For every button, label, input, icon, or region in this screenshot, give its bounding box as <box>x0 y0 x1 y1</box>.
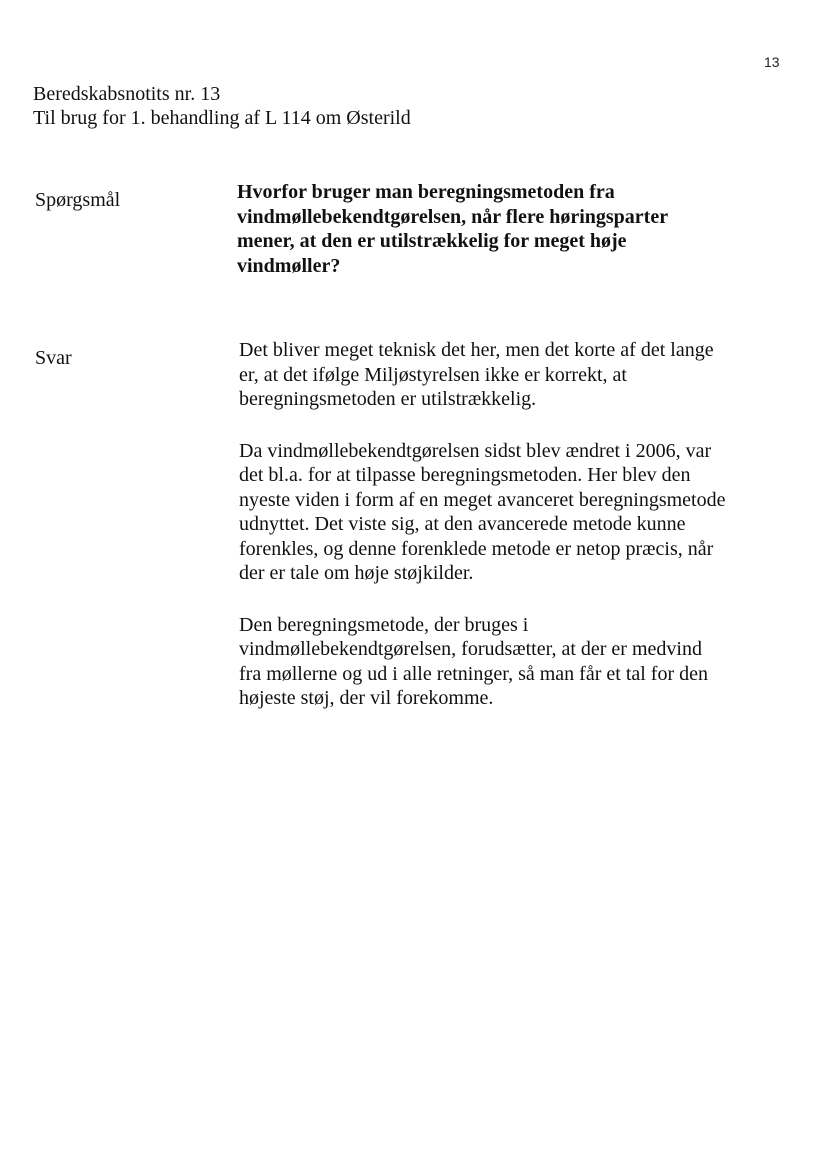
document-header <box>33 82 411 130</box>
answer-paragraph: Det bliver meget teknisk det her, men det korte af det lange er, at det ifølge Miljøstyrelsen ikke er korrekt, at beregningsmetoden er utilstrækkelig. <box>239 339 714 410</box>
header-subtitle: Til brug for 1. behandling af L 114 om Østerild <box>33 107 411 129</box>
answer-paragraph: Den beregningsmetode, der bruges i vindmøllebekendtgørelsen, forudsætter, at der er medvind fra møllerne og ud i alle retninger, så man får et tal for den højeste støj, der vil forekomme. <box>239 613 709 709</box>
answer-paragraph: Da vindmøllebekendtgørelsen sidst blev ændret i 2006, var det bl.a. for at tilpasse beregningsmetoden. Her blev den nyeste viden i form af en meget avanceret beregningsmetode udnyttet. Det viste sig, at den avancerede metode kunne forenkles, og denne forenklede metode er netop præcis, når der er tale om høje støjkilder. <box>239 439 726 584</box>
header-title: Beredskabsnotits nr. 13 <box>33 83 221 105</box>
question-label: Spørgsmål <box>35 189 121 211</box>
page-number: 13 <box>764 54 780 70</box>
answer-label: Svar <box>35 347 72 369</box>
answer-body <box>239 338 729 738</box>
question-text: Hvorfor bruger man beregningsmetoden fra vindmøllebekendtgørelsen, når flere høringsparter mener, at den er utilstrækkelig for meget høje vindmøller? <box>237 181 668 277</box>
